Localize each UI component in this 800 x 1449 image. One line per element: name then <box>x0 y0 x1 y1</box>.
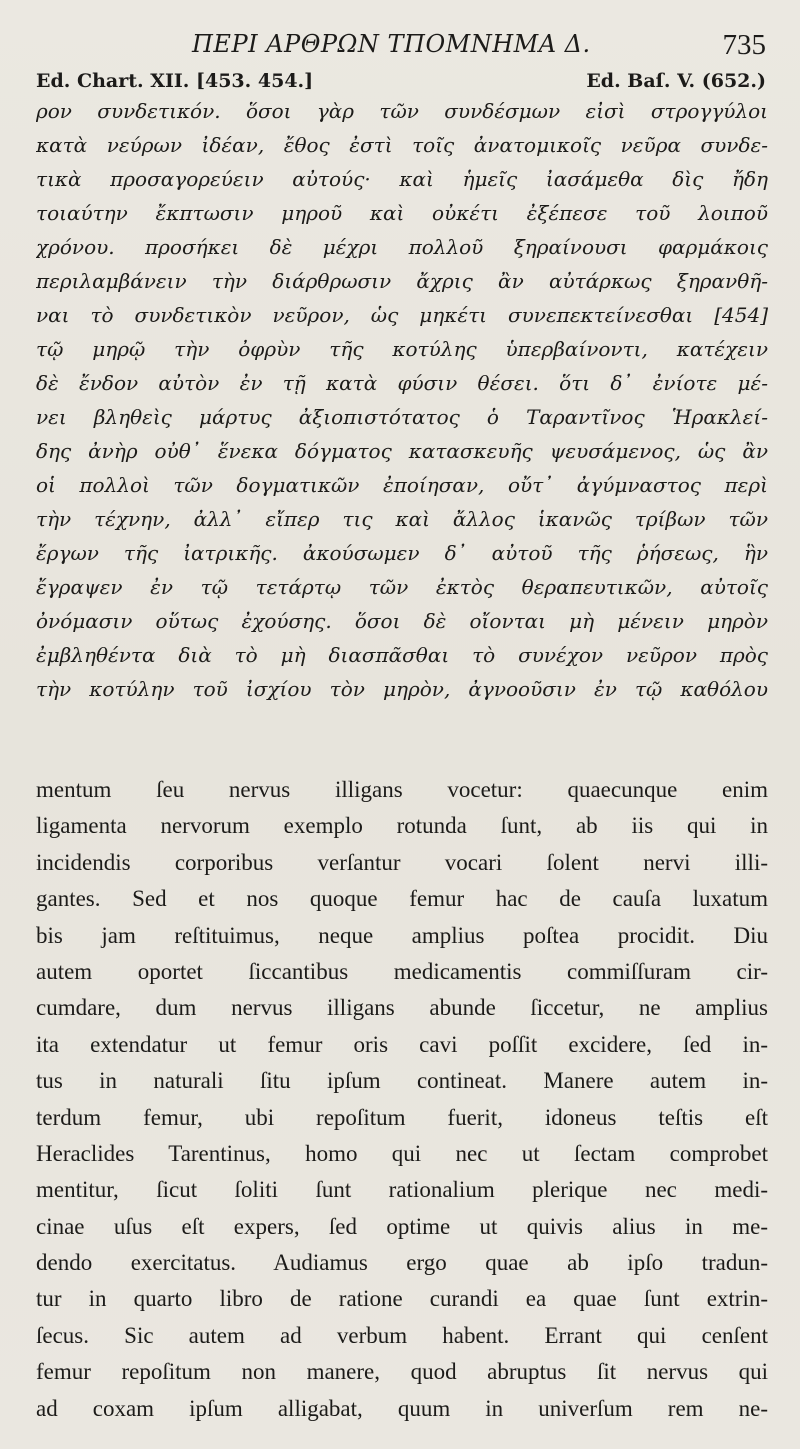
latin-line: gantes. Sed et nos quoque femur hac de cauſa luxatum <box>36 886 768 912</box>
latin-line: terdum femur, ubi repoſitum fuerit, idoneus teſtis eſt <box>36 1104 768 1130</box>
edition-basel-reference: Ed. Baſ. V. (652.) <box>586 70 766 92</box>
edition-chart-reference: Ed. Chart. XII. [453. 454.] <box>36 70 314 92</box>
greek-line: κατὰ νεύρων ἰδέαν, ἔθος ἐστὶ τοῖς ἀνατομικοῖς νεῦρα συνδε- <box>36 133 768 157</box>
greek-line: περιλαμβάνειν τὴν διάρθρωσιν ἄχρις ἂν αὐτάρκως ξηρανθῆ- <box>36 269 768 293</box>
greek-line: τὴν κοτύλην τοῦ ἰσχίου τὸν μηρὸν, ἀγνοοῦσιν ἐν τῷ καθόλου <box>36 677 768 701</box>
latin-line: incidendis corporibus verſantur vocari ſolent nervi illi- <box>36 849 768 875</box>
latin-line: dendo exercitatus. Audiamus ergo quae ab ipſo tradun- <box>36 1250 768 1276</box>
greek-line: οἱ πολλοὶ τῶν δογματικῶν ἐποίησαν, οὔτ᾽ ἀγύμναστος περὶ <box>36 473 768 497</box>
greek-line: ὀνόμασιν οὕτως ἐχούσης. ὅσοι δὲ οἴονται μὴ μένειν μηρὸν <box>36 609 768 633</box>
latin-line: femur repoſitum non manere, quod abruptus ſit nervus qui <box>36 1359 768 1385</box>
greek-line: χρόνου. προσήκει δὲ μέχρι πολλοῦ ξηραίνουσι φαρμάκοις <box>36 235 768 259</box>
greek-line: δης ἀνὴρ οὐθ᾽ ἕνεκα δόγματος κατασκευῆς ψευσάμενος, ὡς ἂν <box>36 439 768 463</box>
greek-line: δὲ ἔνδον αὐτὸν ἐν τῇ κατὰ φύσιν θέσει. ὅτι δ᾽ ἐνίοτε μέ- <box>36 371 768 395</box>
greek-line: νει βληθεὶς μάρτυς ἀξιοπιστότατος ὁ Ταραντῖνος Ἡρακλεί- <box>36 405 768 429</box>
greek-line: τικὰ προσαγορεύειν αὐτούς· καὶ ἡμεῖς ἰασάμεθα δὶς ἤδη <box>36 167 768 191</box>
latin-line: ita extendatur ut femur oris cavi poſſit excidere, ſed in- <box>36 1031 768 1057</box>
latin-line: ligamenta nervorum exemplo rotunda ſunt, ab iis qui in <box>36 813 768 839</box>
latin-text-block <box>36 772 768 1427</box>
greek-line: ἔργων τῆς ἰατρικῆς. ἀκούσωμεν δ᾽ αὐτοῦ τῆς ῥήσεως, ἣν <box>36 541 768 565</box>
greek-line: τῷ μηρῷ τὴν ὀφρὺν τῆς κοτύλης ὑπερβαίνοντι, κατέχειν <box>36 337 768 361</box>
latin-line: autem oportet ſiccantibus medicamentis commiſſuram cir- <box>36 958 768 984</box>
latin-line: tur in quarto libro de ratione curandi ea quae ſunt extrin- <box>36 1286 768 1312</box>
greek-line: τὴν τέχνην, ἀλλ᾽ εἴπερ τις καὶ ἄλλος ἱκανῶς τρίβων τῶν <box>36 507 768 531</box>
running-title: ΠΕΡΙ ΑΡΘΡΩΝ ΤΠΟΜΝΗΜΑ Δ. <box>192 30 591 58</box>
greek-line: τοιαύτην ἔκπτωσιν μηροῦ καὶ οὐκέτι ἐξέπεσε τοῦ λοιποῦ <box>36 201 768 225</box>
latin-line: bis jam reſtituimus, neque amplius poſtea procidit. Diu <box>36 922 768 948</box>
latin-line: tus in naturali ſitu ipſum contineat. Manere autem in- <box>36 1068 768 1094</box>
greek-text-block <box>36 94 768 706</box>
greek-line: ἔγραψεν ἐν τῷ τετάρτῳ τῶν ἐκτὸς θεραπευτικῶν, αὐτοῖς <box>36 575 768 599</box>
greek-line: ρον συνδετικόν. ὅσοι γὰρ τῶν συνδέσμων εἰσὶ στρογγύλοι <box>36 99 768 123</box>
latin-line: ſecus. Sic autem ad verbum habent. Errant qui cenſent <box>36 1322 768 1348</box>
page-number: 735 <box>722 29 766 61</box>
latin-line: mentitur, ſicut ſoliti ſunt rationalium plerique nec medi- <box>36 1177 768 1203</box>
greek-line: ναι τὸ συνδετικὸν νεῦρον, ὡς μηκέτι συνεπεκτείνεσθαι [454] <box>36 303 768 327</box>
latin-line: ad coxam ipſum alligabat, quum in univerſum rem ne- <box>36 1395 768 1421</box>
greek-line: ἐμβληθέντα διὰ τὸ μὴ διασπᾶσθαι τὸ συνέχον νεῦρον πρὸς <box>36 643 768 667</box>
latin-line: Heraclides Tarentinus, homo qui nec ut ſectam comprobet <box>36 1140 768 1166</box>
latin-line: cinae uſus eſt expers, ſed optime ut quivis alius in me- <box>36 1213 768 1239</box>
latin-line: mentum ſeu nervus illigans vocetur: quaecunque enim <box>36 777 768 802</box>
latin-line: cumdare, dum nervus illigans abunde ſiccetur, ne amplius <box>36 995 768 1021</box>
